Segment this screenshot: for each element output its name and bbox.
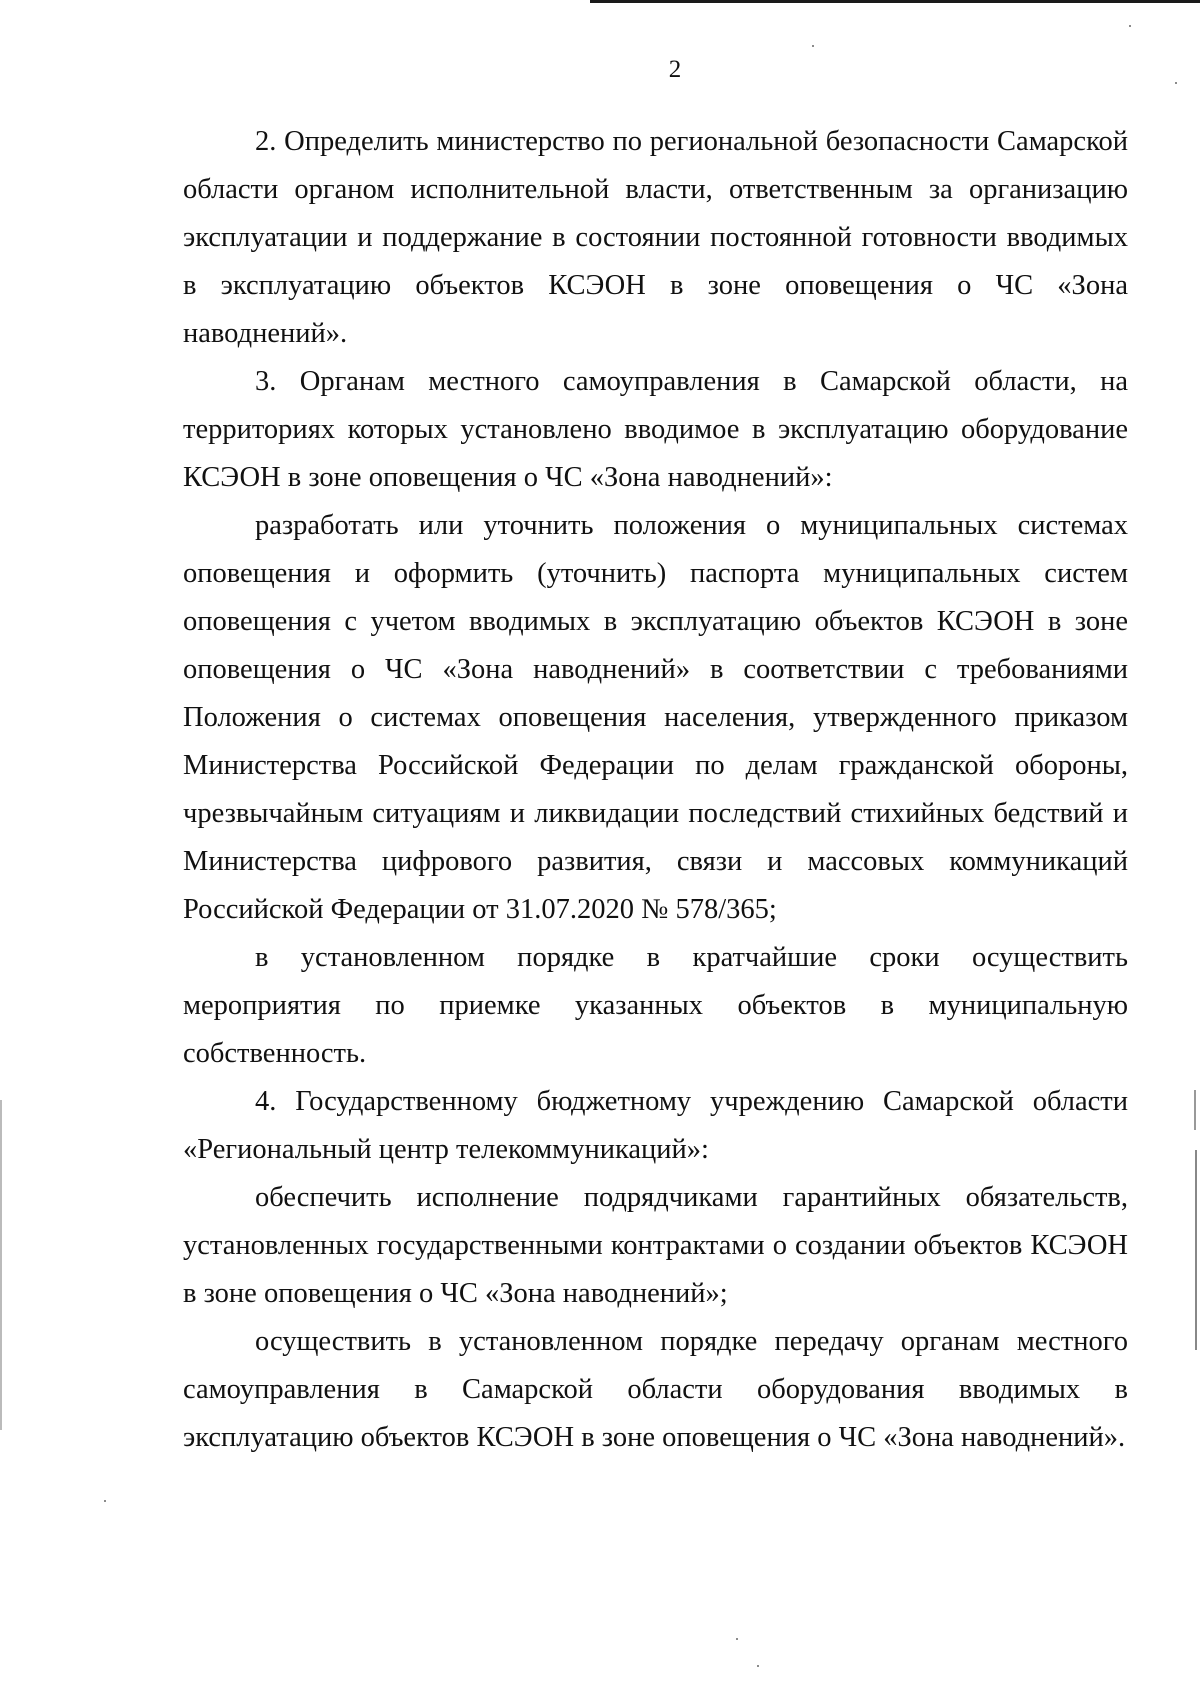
scan-speck	[812, 45, 814, 47]
paragraph-warranty: обеспечить исполнение подрядчиками гарантийных обязательств, установленных государственными контрактами о создании объектов КСЭОН в зоне оповещения о ЧС «Зона наводнений»;	[183, 1182, 1128, 1309]
scan-speck	[1129, 25, 1131, 27]
page-number: 2	[668, 56, 682, 83]
paragraph-item-3: 3. Органам местного самоуправления в Самарской области, на территориях которых установлено вводимое в эксплуатацию оборудование КСЭОН в зоне оповещения о ЧС «Зона наводнений»:	[183, 366, 1128, 493]
paragraph-develop-provisions: разработать или уточнить положения о муниципальных системах оповещения и оформить (уточнить) паспорта муниципальных систем оповещения с учетом вводимых в эксплуатацию объектов КСЭОН в зоне оповещения о ЧС «Зона наводнений» в соответствии с требованиями Положения о системах оповещения населения, утвержденного приказом Министерства Российской Федерации по делам гражданской обороны, чрезвычайным ситуациям и ликвидации последствий стихийных бедствий и Министерства цифрового развития, связи и массовых коммуникаций Российской Федерации от 31.07.2020 № 578/365;	[183, 510, 1128, 925]
paragraph-item-2: 2. Определить министерство по региональной безопасности Самарской области органом исполнительной власти, ответственным за организацию эксплуатации и поддержание в состоянии постоянной готовности вводимых в эксплуатацию объектов КСЭОН в зоне оповещения о ЧС «Зона наводнений».	[183, 126, 1128, 349]
scan-speck	[104, 1500, 106, 1502]
paragraph-acceptance: в установленном порядке в кратчайшие сроки осуществить мероприятия по приемке указанных объектов в муниципальную собственность.	[183, 942, 1128, 1069]
paragraph-transfer: осуществить в установленном порядке передачу органам местного самоуправления в Самарской области оборудования вводимых в эксплуатацию объектов КСЭОН в зоне оповещения о ЧС «Зона наводнений».	[183, 1326, 1128, 1453]
document-body	[183, 118, 1128, 1462]
scan-edge-right-lower	[1195, 1150, 1197, 1350]
scan-edge-right	[1194, 1090, 1196, 1130]
scan-edge-top	[590, 0, 1200, 3]
scan-edge-left	[0, 1100, 2, 1430]
scan-speck	[736, 1638, 738, 1640]
paragraph-item-4: 4. Государственному бюджетному учреждению Самарской области «Региональный центр телекоммуникаций»:	[183, 1086, 1128, 1165]
scan-speck	[757, 1665, 759, 1667]
